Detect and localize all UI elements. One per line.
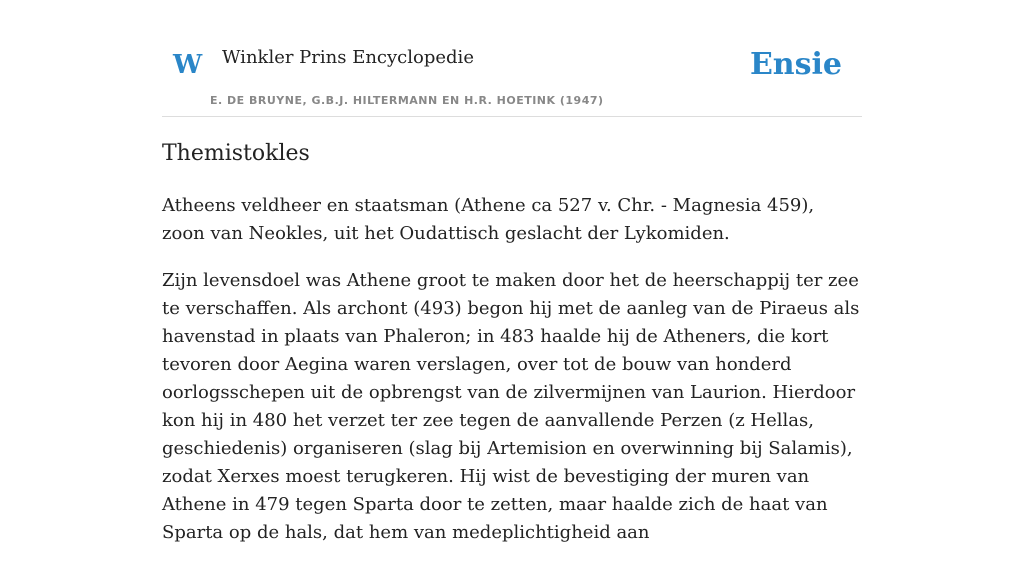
article-paragraph: Zijn levensdoel was Athene groot te maken door het de heerschappij ter zee te verschaffen. Als archont (493) begon hij met de aanleg van de Piraeus als havenstad in plaats van Phaleron; in 483 haalde hij de Atheners, die kort tevoren door Aegina waren verslagen, over tot de bouw van honderd oorlogsschepen uit de opbrengst van de zilvermijnen van Laurion. Hierdoor kon hij in 480 het verzet ter zee tegen de aanvallende Perzen (z Hellas, geschiedenis) organiseren (slag bij Artemision en overwinning bij Salamis), zodat Xerxes moest terugkeren. Hij wist de bevestiging der muren van Athene in 479 tegen Sparta door te zetten, maar haalde zich de haat van Sparta op de hals, dat hem van medeplichtigheid aan <box>162 270 860 543</box>
ensie-brand-logo[interactable]: Ensie <box>749 47 842 82</box>
article-title: Themistokles <box>162 141 310 166</box>
source-authors: E. DE BRUYNE, G.B.J. HILTERMANN EN H.R. HOETINK (1947) <box>210 94 604 107</box>
article-body <box>162 192 862 566</box>
article-paragraph: Atheens veldheer en staatsman (Athene ca 527 v. Chr. - Magnesia 459), zoon van Neokles, uit het Oudattisch geslacht der Lykomiden. <box>162 195 815 244</box>
source-header <box>162 0 862 117</box>
winkler-prins-logo-icon[interactable]: W <box>173 50 203 80</box>
page <box>162 0 862 543</box>
source-title[interactable]: Winkler Prins Encyclopedie <box>222 47 474 68</box>
